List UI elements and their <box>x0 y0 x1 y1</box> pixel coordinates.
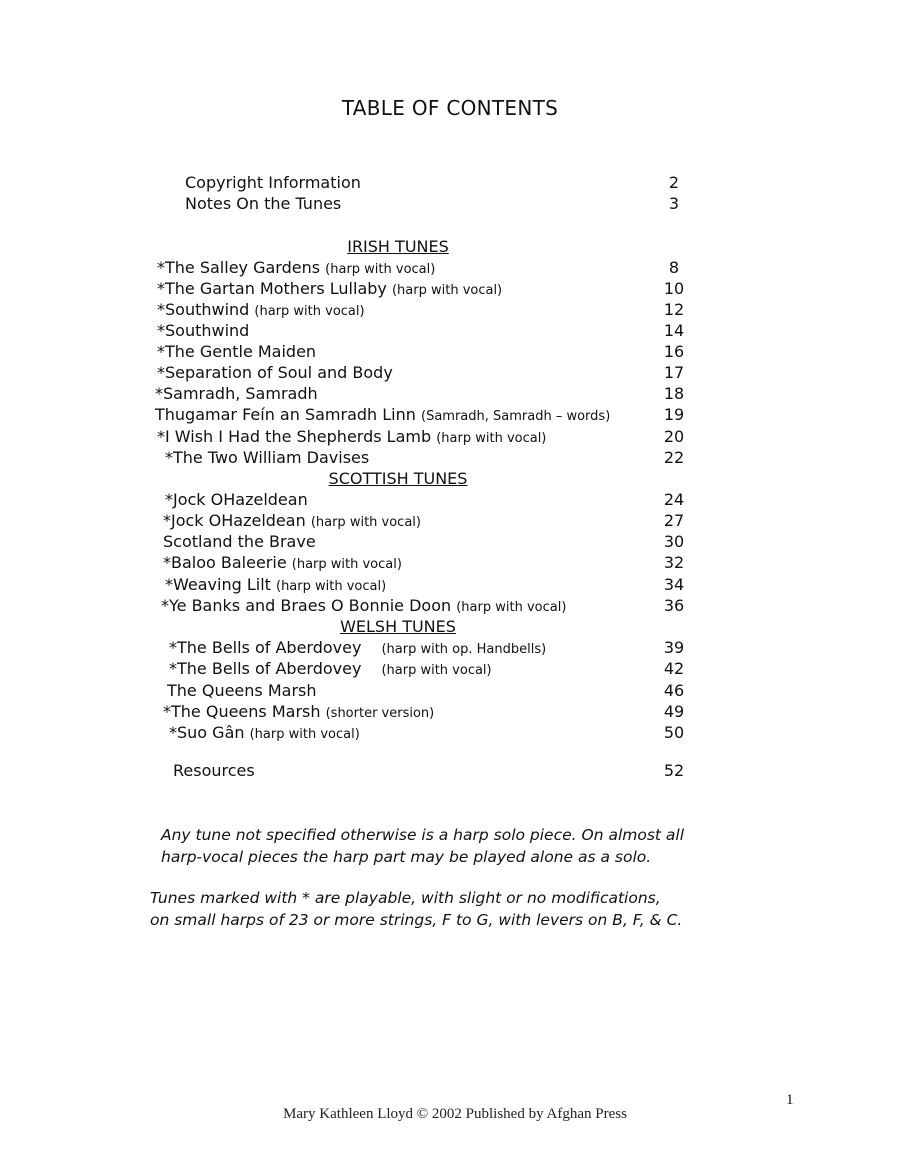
toc-entry-label: Notes On the Tunes <box>185 194 342 213</box>
toc-entry[interactable] <box>163 510 421 531</box>
toc-page-number: 52 <box>663 761 685 780</box>
toc-entry[interactable] <box>157 426 546 447</box>
toc-entry[interactable] <box>165 489 308 510</box>
toc-entry[interactable] <box>165 574 386 595</box>
toc-page-number: 32 <box>663 553 685 572</box>
toc-entry-copyright[interactable] <box>185 172 361 193</box>
footnote-line: Any tune not specified otherwise is a harp solo piece. On almost all <box>161 826 685 844</box>
toc-entry[interactable] <box>155 404 610 425</box>
toc-entry-label: *The Queens Marsh <box>163 702 321 721</box>
toc-entry-note: (harp with vocal) <box>254 304 365 319</box>
footnote-line: on small harps of 23 or more strings, F to G, with levers on B, F, & C. <box>150 911 683 929</box>
toc-entry[interactable] <box>157 299 365 320</box>
section-heading-welsh: WELSH TUNES <box>340 617 456 636</box>
toc-entry-label: Resources <box>173 761 255 780</box>
toc-page-number: 30 <box>663 532 685 551</box>
toc-entry-note: (harp with vocal) <box>456 600 567 615</box>
toc-page-number: 10 <box>663 279 685 298</box>
toc-entry-note: (harp with vocal) <box>381 663 492 678</box>
toc-entry-label: Scotland the Brave <box>163 532 316 551</box>
toc-page-number: 36 <box>663 596 685 615</box>
footer-credit: Mary Kathleen Lloyd © 2002 Published by Afghan Press <box>283 1106 627 1122</box>
toc-entry-label: *Weaving Lilt <box>165 575 271 594</box>
toc-entry-label: *Ye Banks and Braes O Bonnie Doon <box>161 596 452 615</box>
toc-entry-label: The Queens Marsh <box>167 681 317 700</box>
toc-page-number: 17 <box>663 363 685 382</box>
toc-entry-label: Thugamar Feín an Samradh Linn <box>155 405 416 424</box>
toc-entry-note: (harp with vocal) <box>436 431 547 446</box>
toc-entry-note: (harp with vocal) <box>249 727 360 742</box>
toc-page-number: 12 <box>663 300 685 319</box>
page-title: TABLE OF CONTENTS <box>341 96 559 120</box>
toc-entry-notes[interactable] <box>185 193 341 214</box>
toc-page-number: 24 <box>663 490 685 509</box>
toc-entry-label: *Southwind <box>157 300 250 319</box>
section-heading-irish: IRISH TUNES <box>347 237 449 256</box>
toc-page-number: 19 <box>663 405 685 424</box>
toc-entry-label: *Separation of Soul and Body <box>157 363 393 382</box>
toc-entry-note: (harp with vocal) <box>325 262 436 277</box>
toc-entry-note: (shorter version) <box>325 706 435 721</box>
toc-entry[interactable] <box>163 531 316 552</box>
toc-entry-resources[interactable] <box>173 760 255 781</box>
toc-entry-label: *The Bells of Aberdovey <box>169 659 362 678</box>
toc-entry[interactable] <box>157 341 316 362</box>
toc-entry-label: *Jock OHazeldean <box>165 490 308 509</box>
toc-page-number: 46 <box>663 681 685 700</box>
toc-entry-note: (harp with vocal) <box>276 579 387 594</box>
toc-entry[interactable] <box>155 383 318 404</box>
toc-entry-label: *The Bells of Aberdovey <box>169 638 362 657</box>
toc-entry-label: *The Two William Davises <box>165 448 370 467</box>
toc-page-number: 18 <box>663 384 685 403</box>
toc-entry-note: (Samradh, Samradh – words) <box>421 409 611 424</box>
toc-entry-label: Copyright Information <box>185 173 361 192</box>
toc-entry-label: *Suo Gân <box>169 723 245 742</box>
toc-entry[interactable] <box>165 447 369 468</box>
toc-page-number: 42 <box>663 659 685 678</box>
toc-entry[interactable] <box>163 701 434 722</box>
toc-page-number: 14 <box>663 321 685 340</box>
toc-page-number: 50 <box>663 723 685 742</box>
toc-entry-label: *Samradh, Samradh <box>155 384 318 403</box>
toc-page-number: 8 <box>668 258 680 277</box>
toc-page-number: 3 <box>668 194 680 213</box>
toc-page-number: 2 <box>668 173 680 192</box>
toc-entry[interactable] <box>169 658 492 679</box>
toc-entry-label: *The Gartan Mothers Lullaby <box>157 279 387 298</box>
toc-entry-note: (harp with op. Handbells) <box>381 642 547 657</box>
toc-entry-label: *The Salley Gardens <box>157 258 321 277</box>
toc-entry-note: (harp with vocal) <box>391 283 503 298</box>
toc-entry-label: *Jock OHazeldean <box>163 511 306 530</box>
toc-page-number: 22 <box>663 448 685 467</box>
toc-entry[interactable] <box>157 257 435 278</box>
toc-entry[interactable] <box>157 278 502 299</box>
footnote-solo <box>161 824 684 868</box>
toc-entry-label: *The Gentle Maiden <box>157 342 317 361</box>
toc-entry-note: (harp with vocal) <box>310 515 421 530</box>
footnote-marked <box>150 887 682 931</box>
toc-page-number: 39 <box>663 638 685 657</box>
toc-entry[interactable] <box>157 362 393 383</box>
toc-entry-label: *Baloo Baleerie <box>163 553 287 572</box>
page-number: 1 <box>786 1092 794 1108</box>
section-heading-scottish: SCOTTISH TUNES <box>328 469 468 488</box>
toc-entry[interactable] <box>161 595 566 616</box>
toc-entry[interactable] <box>157 320 249 341</box>
toc-entry[interactable] <box>169 722 360 743</box>
footnote-line: harp-vocal pieces the harp part may be played alone as a solo. <box>161 848 652 866</box>
toc-page-number: 49 <box>663 702 685 721</box>
toc-entry[interactable] <box>163 552 402 573</box>
toc-page-number: 16 <box>663 342 685 361</box>
toc-entry-label: *I Wish I Had the Shepherds Lamb <box>157 427 432 446</box>
toc-entry-note: (harp with vocal) <box>291 557 402 572</box>
toc-page-number: 34 <box>663 575 685 594</box>
toc-entry[interactable] <box>167 680 317 701</box>
toc-page-number: 20 <box>663 427 685 446</box>
toc-entry-label: *Southwind <box>157 321 250 340</box>
toc-entry[interactable] <box>169 637 546 658</box>
toc-page-number: 27 <box>663 511 685 530</box>
footnote-line: Tunes marked with * are playable, with slight or no modifications, <box>150 889 661 907</box>
